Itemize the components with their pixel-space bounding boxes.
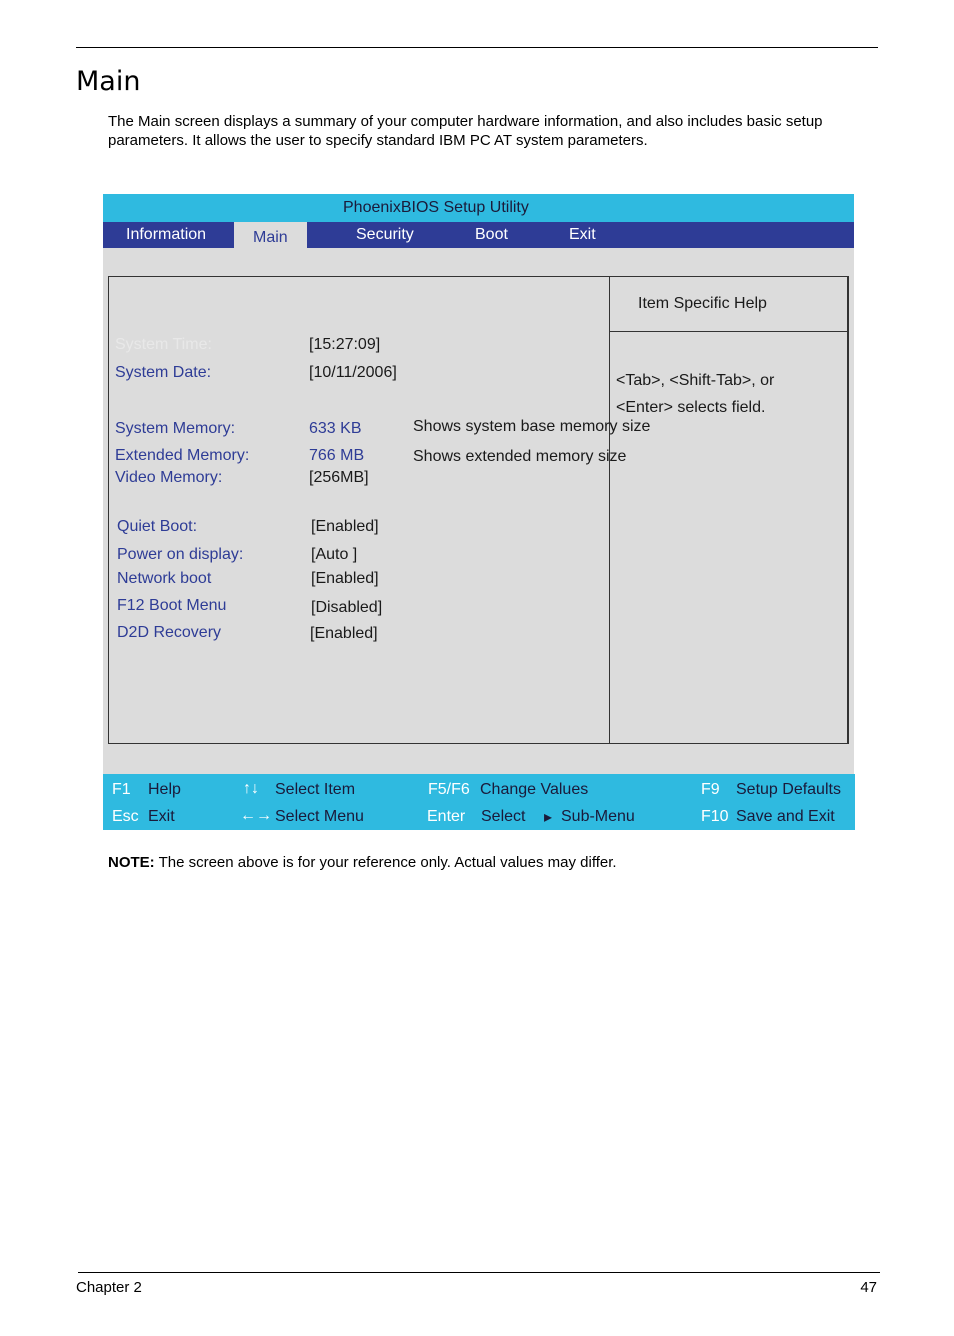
field-label-system-memory: System Memory: bbox=[115, 420, 236, 437]
key-submenu-desc: Sub-Menu bbox=[561, 808, 635, 825]
menu-exit[interactable]: Exit bbox=[569, 226, 596, 243]
field-desc-extended-memory: Shows extended memory size bbox=[413, 448, 627, 465]
key-esc-desc: Exit bbox=[148, 808, 175, 825]
field-value-network-boot[interactable]: [Enabled] bbox=[311, 570, 379, 587]
bios-title-bar bbox=[103, 194, 854, 222]
field-value-system-date[interactable]: [10/11/2006] bbox=[309, 364, 397, 381]
help-line-1: <Tab>, <Shift-Tab>, or bbox=[616, 372, 775, 389]
bios-key-bar bbox=[103, 774, 855, 830]
field-label-network-boot[interactable]: Network boot bbox=[117, 570, 212, 587]
field-label-quiet-boot[interactable]: Quiet Boot: bbox=[117, 518, 198, 535]
field-value-quiet-boot[interactable]: [Enabled] bbox=[311, 518, 379, 535]
key-f9: F9 bbox=[701, 781, 720, 798]
left-right-arrow-icon: ←→ bbox=[240, 807, 272, 824]
header-rule bbox=[76, 47, 878, 48]
key-leftright-desc: Select Menu bbox=[275, 808, 364, 825]
key-f10-desc: Save and Exit bbox=[736, 808, 835, 825]
key-esc: Esc bbox=[112, 808, 139, 825]
field-value-power-on-display[interactable]: [Auto ] bbox=[311, 546, 358, 563]
key-f9-desc: Setup Defaults bbox=[736, 781, 841, 798]
field-value-system-memory: 633 KB bbox=[309, 420, 362, 437]
field-desc-system-memory: Shows system base memory size bbox=[413, 418, 651, 435]
field-label-video-memory: Video Memory: bbox=[115, 469, 223, 486]
note-text: The screen above is for your reference only. Actual values may differ. bbox=[154, 854, 617, 871]
footer-page-number: 47 bbox=[860, 1279, 877, 1296]
help-line-2: <Enter> selects field. bbox=[616, 399, 766, 416]
key-f10: F10 bbox=[701, 808, 729, 825]
key-f1: F1 bbox=[112, 781, 131, 798]
intro-paragraph: The Main screen displays a summary of your computer hardware information, and also includes basic setup parameters. It allows the user to specify standard IBM PC AT system parameters. bbox=[108, 113, 823, 149]
field-value-d2d-recovery[interactable]: [Enabled] bbox=[310, 625, 378, 642]
note bbox=[108, 854, 617, 871]
footer-rule bbox=[78, 1272, 880, 1273]
menu-main[interactable]: Main bbox=[234, 222, 307, 250]
field-value-video-memory: [256MB] bbox=[309, 469, 369, 486]
key-enter: Enter bbox=[427, 808, 466, 825]
field-value-system-time[interactable]: [15:27:09] bbox=[309, 336, 381, 353]
bios-screenshot bbox=[103, 194, 854, 830]
key-f5f6: F5/F6 bbox=[428, 781, 470, 798]
page-title: Main bbox=[76, 66, 141, 97]
key-enter-desc: Select bbox=[481, 808, 526, 825]
field-label-d2d-recovery[interactable]: D2D Recovery bbox=[117, 624, 222, 641]
up-down-arrow-icon: ↑↓ bbox=[243, 780, 259, 797]
help-divider bbox=[609, 331, 849, 332]
field-value-f12-boot-menu[interactable]: [Disabled] bbox=[311, 599, 383, 616]
note-label: NOTE: bbox=[108, 854, 155, 871]
field-label-system-date[interactable]: System Date: bbox=[115, 364, 212, 381]
field-label-power-on-display[interactable]: Power on display: bbox=[117, 546, 244, 563]
bios-help-panel bbox=[609, 276, 849, 744]
help-title: Item Specific Help bbox=[638, 295, 767, 312]
field-label-system-time[interactable]: System Time: bbox=[115, 336, 212, 353]
key-f1-desc: Help bbox=[148, 781, 181, 798]
bios-title: PhoenixBIOS Setup Utility bbox=[343, 199, 529, 216]
field-value-extended-memory: 766 MB bbox=[309, 447, 365, 464]
menu-boot[interactable]: Boot bbox=[475, 226, 508, 243]
footer-chapter: Chapter 2 bbox=[76, 1279, 142, 1296]
key-updown-desc: Select Item bbox=[275, 781, 356, 798]
menu-information[interactable]: Information bbox=[126, 226, 207, 243]
field-label-f12-boot-menu[interactable]: F12 Boot Menu bbox=[117, 597, 227, 614]
bios-menu-bar bbox=[103, 222, 854, 248]
submenu-arrow-icon: ▸ bbox=[544, 809, 553, 826]
menu-security[interactable]: Security bbox=[356, 226, 414, 243]
key-f5f6-desc: Change Values bbox=[480, 781, 589, 798]
field-label-extended-memory: Extended Memory: bbox=[115, 447, 250, 464]
